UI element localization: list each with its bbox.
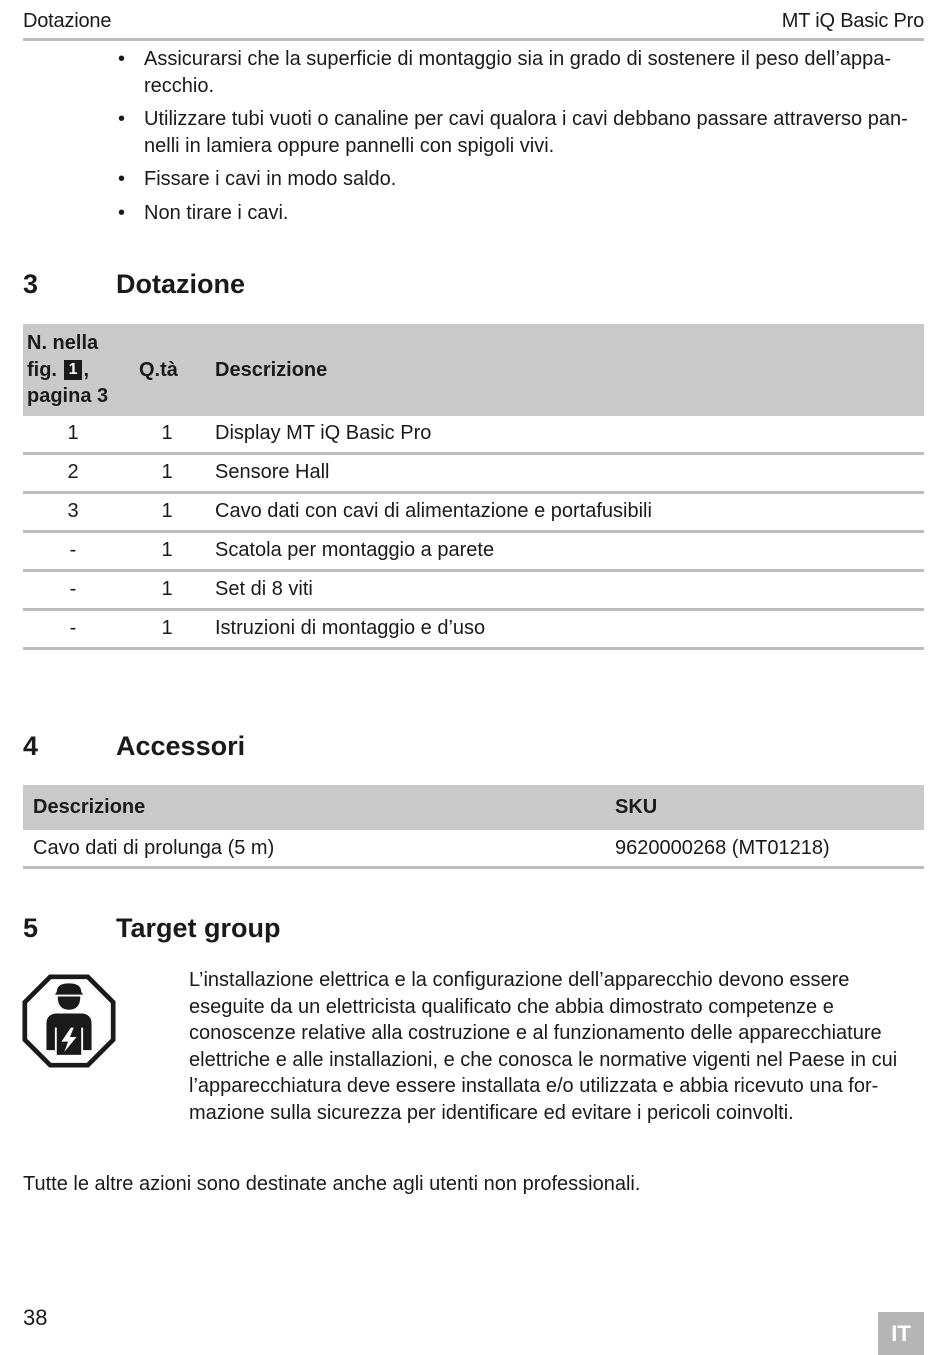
bullet-icon: • bbox=[118, 201, 126, 224]
cell-sku: 9620000268 (MT01218) bbox=[605, 830, 924, 868]
non-professional-note: Tutte le altre azioni sono destinate anche agli utenti non professionali. bbox=[23, 1173, 641, 1195]
bullet-icon: • bbox=[118, 48, 126, 70]
contents-table bbox=[23, 324, 924, 650]
bullet-icon: • bbox=[118, 108, 126, 130]
cell-description: Set di 8 viti bbox=[205, 570, 924, 609]
table-row bbox=[23, 830, 924, 868]
column-header-sku: SKU bbox=[605, 785, 924, 830]
cell-figure-no: - bbox=[23, 570, 129, 609]
column-header-prefix: N. nella fig. bbox=[27, 332, 99, 381]
table-header-row bbox=[23, 785, 924, 830]
header-section-name: Dotazione bbox=[23, 10, 112, 32]
bullet-item bbox=[116, 200, 924, 227]
header-product-name: MT iQ Basic Pro bbox=[781, 10, 924, 32]
cell-figure-no: 3 bbox=[23, 492, 129, 531]
cell-quantity: 1 bbox=[129, 492, 205, 531]
cell-description: Display MT iQ Basic Pro bbox=[205, 416, 924, 454]
bullet-text: Non tirare i cavi. bbox=[144, 201, 289, 224]
figure-reference-badge: 1 bbox=[64, 360, 83, 380]
section-title: Target group bbox=[116, 913, 281, 943]
table-row bbox=[23, 531, 924, 570]
column-header-quantity: Q.tà bbox=[129, 324, 205, 416]
cell-quantity: 1 bbox=[129, 453, 205, 492]
bullet-item bbox=[116, 106, 924, 159]
column-header-figure-no bbox=[23, 324, 129, 416]
section-title: Dotazione bbox=[116, 269, 246, 299]
bullet-text: Fissare i cavi in modo saldo. bbox=[144, 168, 397, 190]
cell-quantity: 1 bbox=[129, 570, 205, 609]
safety-bullet-list bbox=[116, 46, 924, 233]
table-row bbox=[23, 416, 924, 454]
table-row bbox=[23, 609, 924, 648]
cell-description: Sensore Hall bbox=[205, 453, 924, 492]
bullet-text: Utilizzare tubi vuoti o canaline per cavi qualora i cavi debbano passare attraverso pan-nelli in lamiera oppure pannelli con spigoli vivi. bbox=[144, 108, 908, 157]
bullet-text: Assicurarsi che la superficie di montaggio sia in grado di sostenere il peso dell’appa-recchio. bbox=[144, 48, 892, 97]
page-number: 38 bbox=[23, 1305, 48, 1330]
table-row bbox=[23, 570, 924, 609]
cell-description: Cavo dati di prolunga (5 m) bbox=[23, 830, 605, 868]
table-row bbox=[23, 492, 924, 531]
bullet-item bbox=[116, 166, 924, 193]
cell-figure-no: - bbox=[23, 609, 129, 648]
page-header bbox=[23, 10, 924, 41]
language-badge: IT bbox=[878, 1312, 924, 1355]
cell-description: Istruzioni di montaggio e d’uso bbox=[205, 609, 924, 648]
column-header-description: Descrizione bbox=[23, 785, 605, 830]
bullet-item bbox=[116, 46, 924, 99]
column-header-description: Descrizione bbox=[205, 324, 924, 416]
qualified-electrician-icon bbox=[22, 974, 116, 1068]
bullet-icon: • bbox=[118, 168, 126, 190]
cell-figure-no: - bbox=[23, 531, 129, 570]
cell-description: Cavo dati con cavi di alimentazione e portafusibili bbox=[205, 492, 924, 531]
cell-description: Scatola per montaggio a parete bbox=[205, 531, 924, 570]
table-header-row bbox=[23, 324, 924, 416]
accessories-table bbox=[23, 785, 924, 869]
cell-quantity: 1 bbox=[129, 531, 205, 570]
table-row bbox=[23, 453, 924, 492]
section-number: 3 bbox=[23, 269, 39, 299]
cell-figure-no: 1 bbox=[23, 416, 129, 454]
cell-quantity: 1 bbox=[129, 609, 205, 648]
section-title: Accessori bbox=[116, 731, 246, 761]
target-group-description: L’installazione elettrica e la configurazione dell’apparecchio devono essere eseguite da un elettricista qualificato che abbia dimostrato competenze e conoscenze relative alla costruzione e al funzionamento delle apparecchiature elettriche e alle installazioni, e che conosca le normative vigenti nel Paese in cui l’apparecchiatura deve essere installata e/o utilizzata e abbia ricevuto una for-mazione sulla sicurezza per identificare ed evitare i pericoli coinvolti. bbox=[189, 969, 898, 1124]
section-number: 4 bbox=[23, 731, 39, 761]
cell-quantity: 1 bbox=[129, 416, 205, 454]
cell-figure-no: 2 bbox=[23, 453, 129, 492]
column-header-suffix: , pagina 3 bbox=[27, 358, 109, 407]
section-number: 5 bbox=[23, 913, 39, 943]
